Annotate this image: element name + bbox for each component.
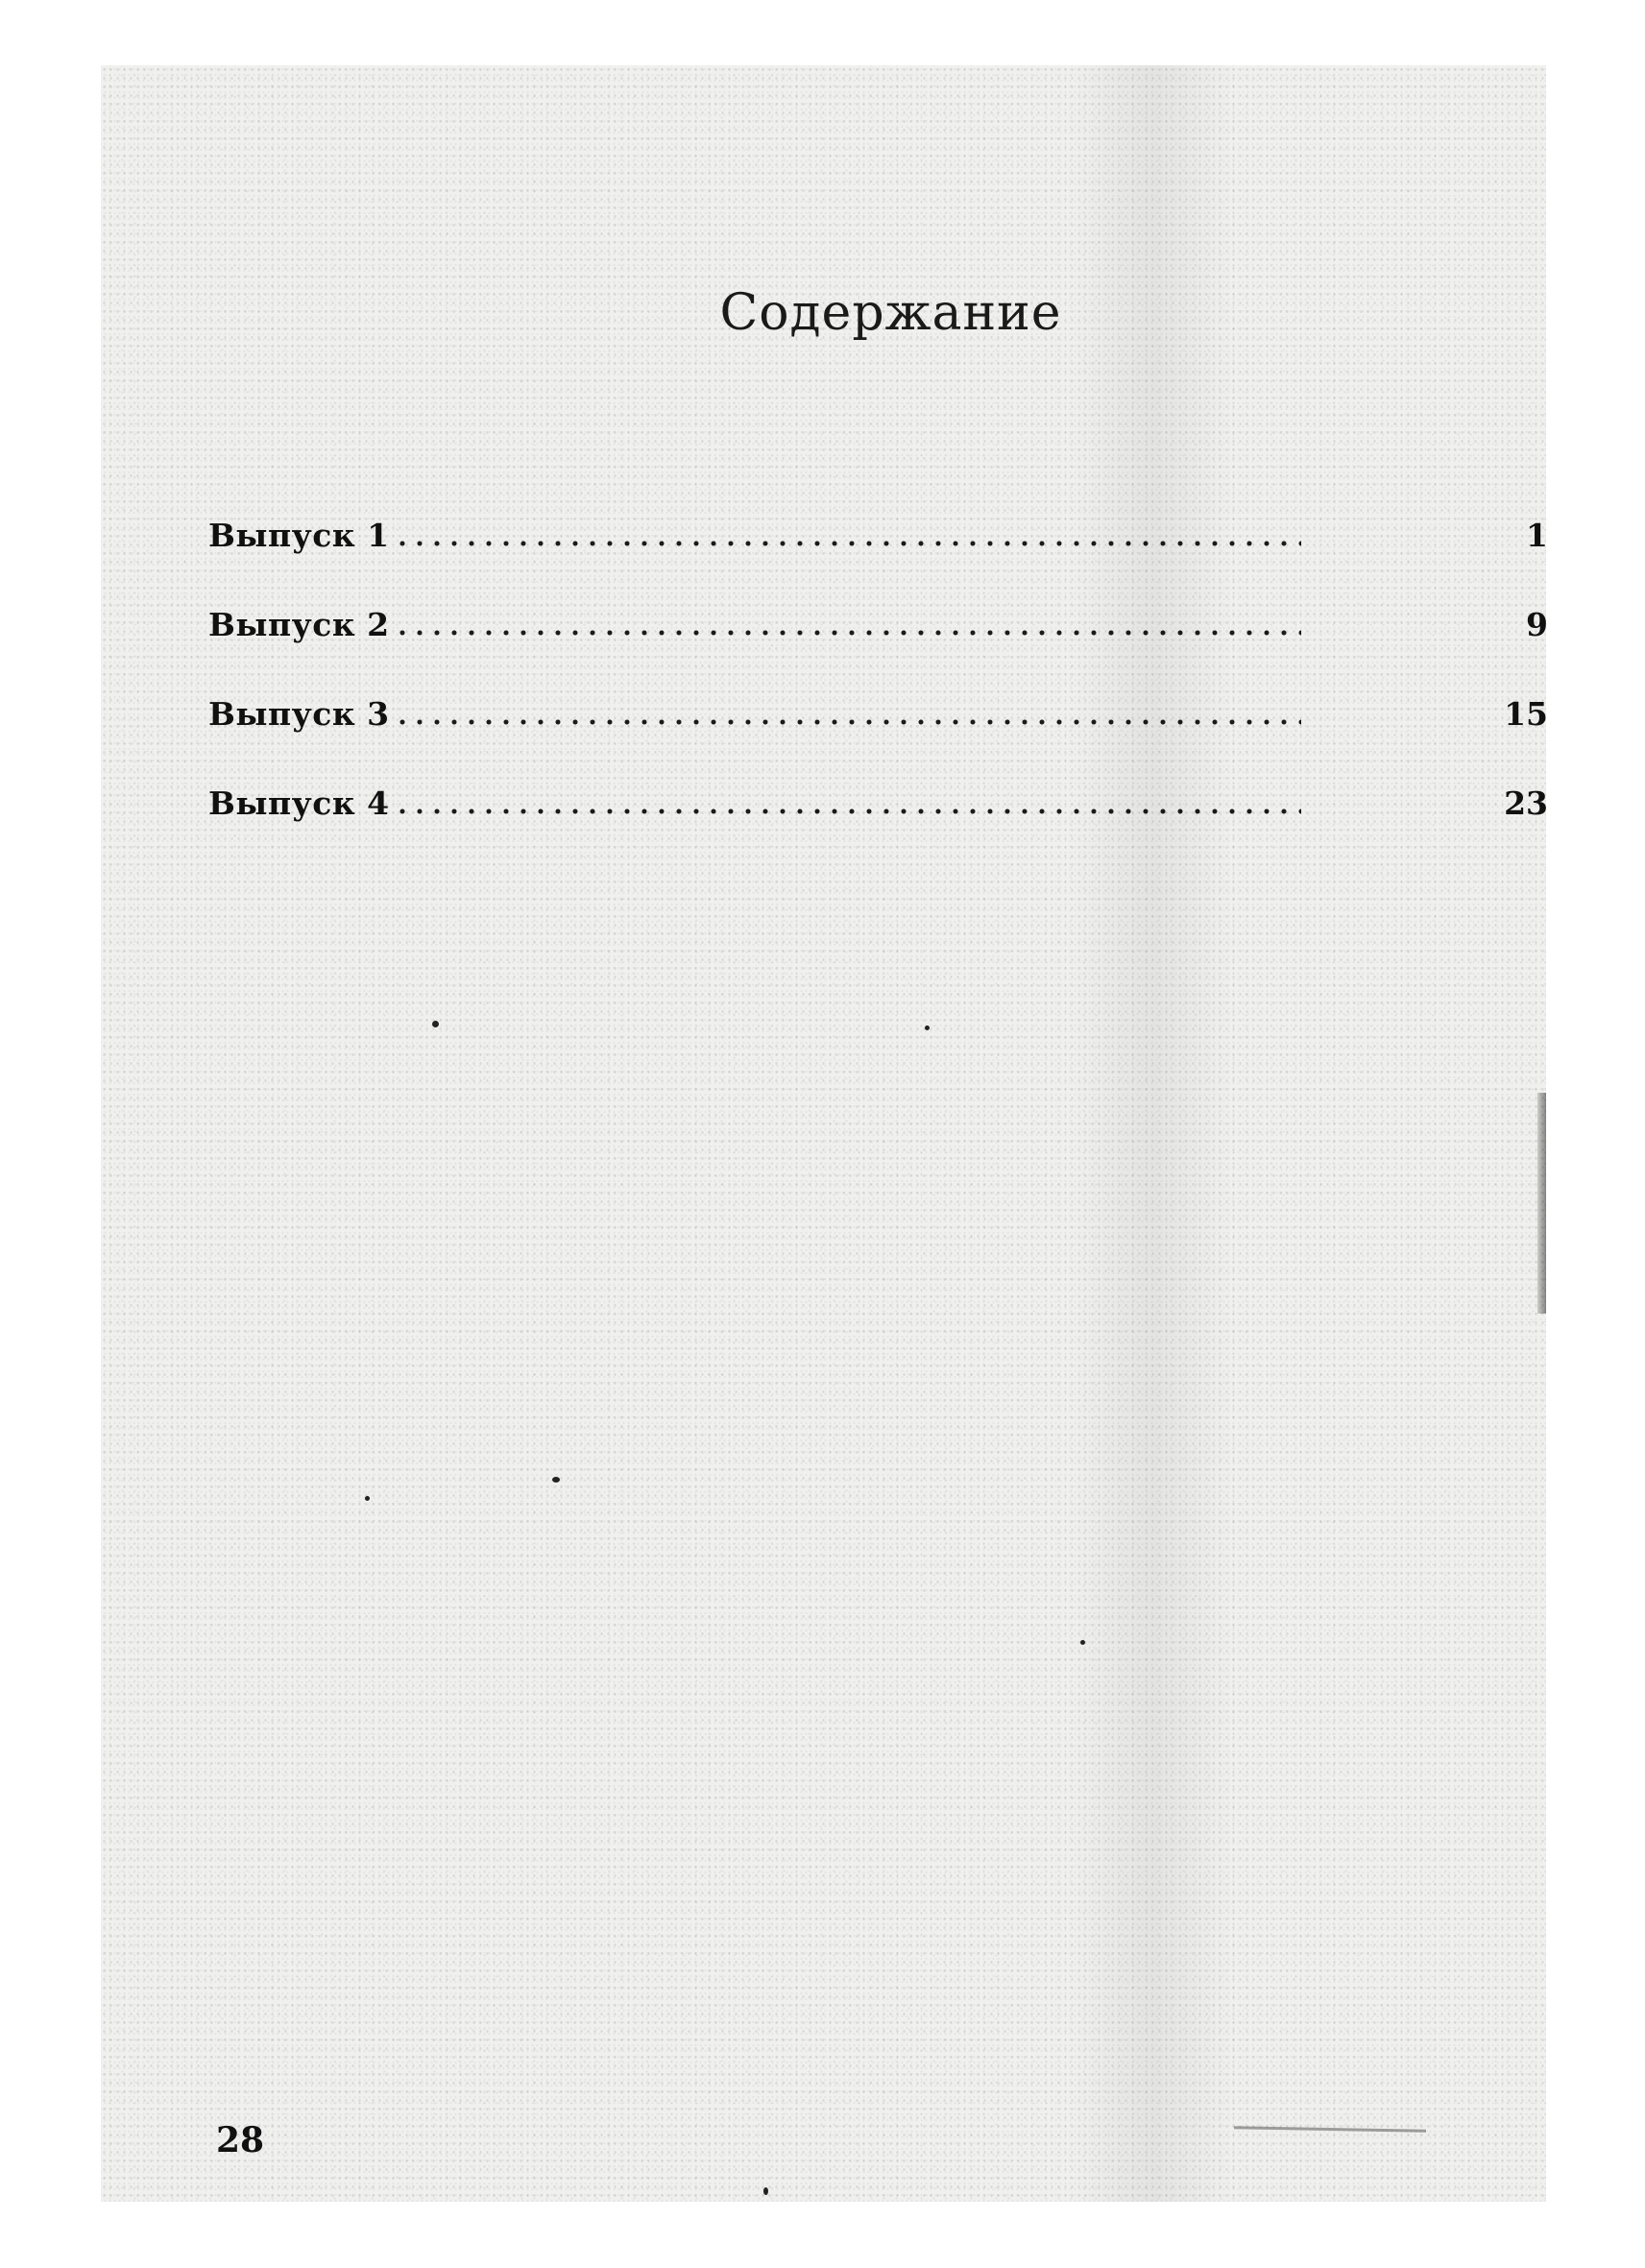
page-title: Содержание — [719, 284, 1062, 342]
toc-entry-page: 1 — [1526, 517, 1548, 554]
toc-leader — [390, 719, 1481, 739]
toc-entry[interactable] — [208, 606, 1548, 695]
toc-leader — [390, 808, 1481, 829]
toc-entry-page: 9 — [1526, 606, 1548, 643]
toc-leader — [390, 630, 1481, 650]
toc-entry-page: 15 — [1504, 695, 1548, 733]
toc-entry[interactable] — [208, 784, 1548, 874]
toc-entry-label: Выпуск 2 — [208, 606, 390, 643]
pen-mark — [1234, 2126, 1426, 2132]
toc-entry-label: Выпуск 3 — [208, 695, 390, 733]
print-speck — [365, 1496, 370, 1501]
book-page — [101, 65, 1546, 2202]
toc-entry-page: 23 — [1504, 784, 1548, 822]
toc-entry-label: Выпуск 1 — [208, 517, 390, 554]
toc-entry[interactable] — [208, 695, 1548, 784]
toc-leader — [390, 541, 1481, 561]
print-speck — [552, 1477, 560, 1483]
table-of-contents — [208, 517, 1548, 874]
print-speck — [925, 1025, 930, 1030]
print-speck — [1080, 1640, 1085, 1645]
toc-entry[interactable] — [208, 517, 1548, 606]
print-speck — [432, 1021, 439, 1027]
page-edge-shadow — [1537, 1093, 1546, 1314]
toc-entry-label: Выпуск 4 — [208, 784, 390, 822]
print-speck — [763, 2187, 768, 2195]
page-number: 28 — [216, 2120, 265, 2160]
